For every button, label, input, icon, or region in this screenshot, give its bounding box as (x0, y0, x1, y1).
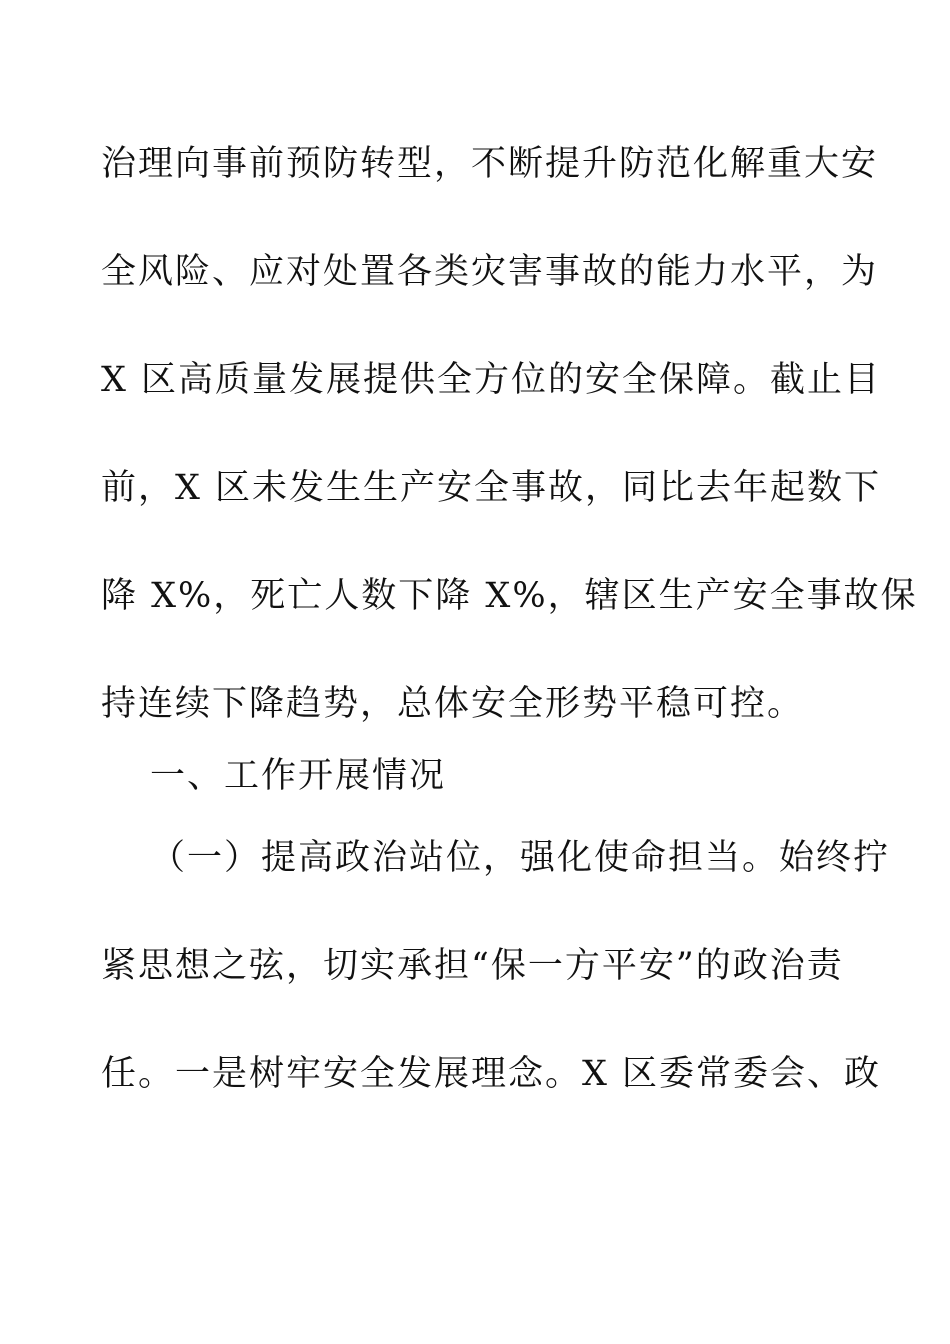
body-text-line: 持连续下降趋势，总体安全形势平稳可控。 (101, 684, 805, 724)
body-text-line: 任。一是树牢安全发展理念。X 区委常委会、政 (101, 1054, 882, 1094)
body-text-line: 全风险、应对处置各类灾害事故的能力水平，为 (101, 252, 879, 292)
body-text-line: 紧思想之弦，切实承担“保一方平安”的政治责 (101, 946, 844, 986)
body-text-line: 前，X 区未发生生产安全事故，同比去年起数下 (101, 468, 882, 508)
section-heading: 一、工作开展情况 (150, 756, 447, 796)
body-text-line: 降 X%，死亡人数下降 X%，辖区生产安全事故保 (101, 576, 918, 616)
body-text-line: X 区高质量发展提供全方位的安全保障。截止目 (101, 360, 882, 400)
subsection-paragraph-start: （一）提高政治站位，强化使命担当。始终拧 (150, 838, 891, 878)
body-text-line: 治理向事前预防转型，不断提升防范化解重大安 (101, 144, 879, 184)
